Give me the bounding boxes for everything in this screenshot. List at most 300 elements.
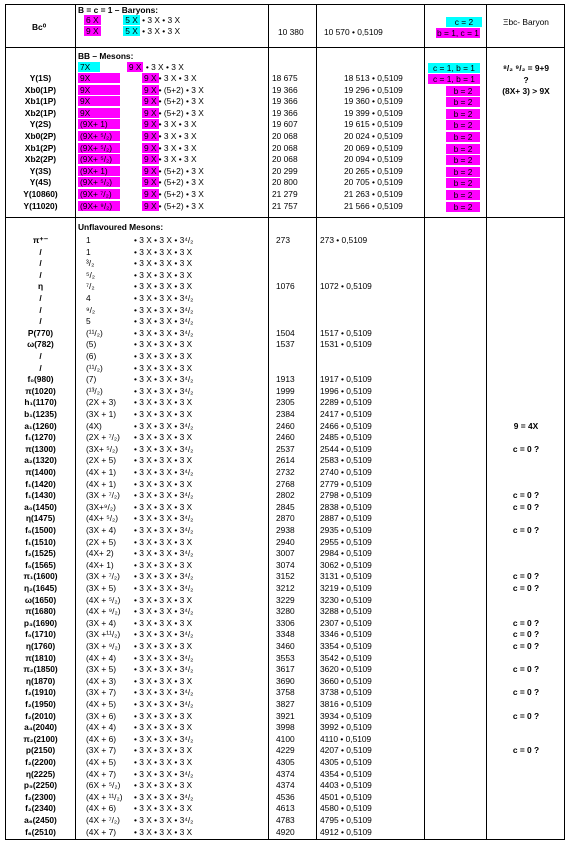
expr-highlight: (9X+ ⁵/₂) <box>78 131 120 141</box>
row-note: c = 0 ? <box>512 664 540 675</box>
calc-value: 20 069 • 0,5109 <box>344 142 403 153</box>
factor-value: (¹¹/₂) <box>86 327 103 338</box>
qn-badge: c = 1, b = 1 <box>428 74 480 84</box>
particle-name: b₁(1235) <box>24 409 57 419</box>
meson-expr: • 3 X • 3 X • 3⁴/₂ <box>134 304 194 315</box>
mev-value: 1537 <box>276 339 295 350</box>
particle-name: π(1810) <box>25 652 56 663</box>
expr-highlight: 9X <box>78 85 120 95</box>
calc-value: 21 263 • 0,5109 <box>344 189 403 199</box>
factor-value: (3X + ⁷/₂) <box>86 571 120 582</box>
calc-value: 19 296 • 0,5109 <box>344 84 403 95</box>
factor-value: ⁵/₂ <box>86 269 96 280</box>
baryon-mev: 10 380 <box>278 27 304 37</box>
col-divider <box>486 5 487 839</box>
factor-value: (3X + 7) <box>86 745 117 756</box>
mev-value: 4783 <box>276 815 295 825</box>
particle-name: π₂(2100) <box>23 733 58 744</box>
calc-value: 273 • 0,5109 <box>320 235 368 245</box>
qn-badge: b = 2 <box>446 120 480 130</box>
calc-value: 3219 • 0,5109 <box>320 583 372 593</box>
particle-name: f₂(2010) <box>25 710 56 721</box>
meson-expr: • 3 X • 3 X • 3 X <box>134 757 193 767</box>
meson-expr: • 3 X • 3 X • 3⁴/₂ <box>134 525 194 535</box>
meson-expr: • 3 X • 3 X • 3 X <box>134 675 193 686</box>
col-divider <box>424 5 425 839</box>
calc-value: 20 094 • 0,5109 <box>344 154 403 165</box>
factor-value: 4 <box>86 293 91 303</box>
particle-name: π(1020) <box>25 385 56 396</box>
particle-name: η <box>37 281 44 292</box>
mev-value: 3921 <box>276 710 295 721</box>
section-divider <box>6 47 564 48</box>
factor-value: (4X + 5) <box>86 757 117 767</box>
mev-value: 2305 <box>276 397 295 408</box>
mev-value: 2732 <box>276 467 295 477</box>
meson-expr: • 3 X • 3 X • 3⁴/₂ <box>134 235 194 245</box>
qn-badge: b = 2 <box>446 202 480 212</box>
baryon-expr-1: 6 X 5 X • 3 X • 3 X <box>86 15 181 25</box>
particle-name: a₆(2450) <box>24 815 57 825</box>
bb-expr: (9X+ ⁵/₂) 9 X • 3 X • 3 X <box>80 131 197 141</box>
meson-expr: • 3 X • 3 X • 3 X <box>134 258 193 269</box>
factor-value: (3X + 7) <box>86 687 117 698</box>
expr-highlight: (9X+ 1) <box>78 166 120 176</box>
calc-value: 4207 • 0,5109 <box>320 745 372 756</box>
meson-expr: • 3 X • 3 X • 3⁴/₂ <box>134 443 194 454</box>
factor-value: (4X+ 1) <box>86 559 114 570</box>
calc-value: 2289 • 0,5109 <box>320 397 372 408</box>
calc-value: 2935 • 0,5109 <box>320 525 372 535</box>
baryon-note: ? <box>523 75 529 85</box>
particle-name: f₀(980) <box>27 374 54 385</box>
meson-expr: • 3 X • 3 X • 3 X <box>134 478 193 489</box>
expr-highlight: 7X <box>78 62 100 72</box>
particle-name: Χb2(1P) <box>24 107 57 118</box>
row-note: c = 0 ? <box>512 745 540 756</box>
particle-name: Χb0(1P) <box>24 84 57 95</box>
qn-badge: b = 2 <box>446 190 480 200</box>
meson-expr: • 3 X • 3 X • 3⁴/₂ <box>134 815 194 825</box>
bb-expr: 9X 9 X • (5+2) • 3 X <box>80 96 204 107</box>
particle-name: π₁(1600) <box>23 571 58 582</box>
calc-value: 3346 • 0,5109 <box>320 629 372 640</box>
expr-highlight: (9X+ ⁹/₂) <box>78 201 120 211</box>
factor-value: (3X + 5) <box>86 664 117 675</box>
particle-name: f₆(2510) <box>25 826 56 837</box>
factor-value: (3X + ⁷/₂) <box>86 490 120 501</box>
calc-value: 1917 • 0,5109 <box>320 374 372 385</box>
calc-value: 4580 • 0,5109 <box>320 803 372 814</box>
expr-highlight: (9X+ 1) <box>78 119 120 129</box>
expr-highlight: 5 X <box>125 26 138 36</box>
expr-highlight: 9 X <box>128 62 142 72</box>
bb-expr: (9X+ ⁹/₂) 9 X • (5+2) • 3 X <box>80 200 204 211</box>
expr-highlight: 9X <box>78 73 120 83</box>
particle-name: ω(1650) <box>24 594 57 605</box>
particle-name: f₂(2300) <box>25 791 56 802</box>
calc-value: 19 360 • 0,5109 <box>344 96 403 107</box>
baryon-qn-2: b = 1, c = 1 <box>437 28 479 38</box>
baryon-note: ⁸/₂ ⁹/₂ = 9+9 <box>502 63 550 73</box>
qn-badge: b = 2 <box>446 155 480 165</box>
row-note: c = 0 ? <box>512 501 540 512</box>
factor-value: (4X + ⁷/₂) <box>86 815 120 825</box>
particle-name: π₂(1850) <box>23 664 58 675</box>
mev-value: 3998 <box>276 722 295 733</box>
meson-expr: • 3 X • 3 X • 3⁴/₂ <box>134 768 194 779</box>
col-divider <box>75 5 76 839</box>
particle-name: f₂(1525) <box>25 548 56 559</box>
mev-value: 4613 <box>276 803 295 814</box>
factor-value: (4X + 5) <box>86 699 117 709</box>
particle-name: η(1475) <box>25 513 56 524</box>
row-note: c = 0 ? <box>512 629 540 640</box>
calc-value: 21 566 • 0,5109 <box>344 200 403 211</box>
meson-expr: • 3 X • 3 X • 3 X <box>134 269 193 280</box>
particle-name: f₀(1500) <box>25 525 56 535</box>
expr-highlight: 9 X <box>144 119 157 130</box>
meson-expr: • 3 X • 3 X • 3 X <box>134 281 193 292</box>
bb-expr: (9X+ ⁵/₂) 9 X • 3 X • 3 X <box>80 142 197 153</box>
particle-name: f₂(2340) <box>25 803 56 814</box>
expr-highlight: (9X+ ⁷/₂) <box>78 189 120 199</box>
calc-value: 2485 • 0,5109 <box>320 432 372 443</box>
qn-badge: b = 2 <box>446 97 480 107</box>
particle-name: η(1870) <box>25 675 56 686</box>
meson-expr: • 3 X • 3 X • 3⁴/₂ <box>134 583 194 593</box>
particle-name: f₂(1910) <box>25 687 56 698</box>
baryon-qn-1: c = 2 <box>446 17 482 27</box>
particle-name: Χb1(2P) <box>24 142 57 153</box>
meson-expr: • 3 X • 3 X • 3 X <box>134 409 193 419</box>
baryon-label: Bc⁰ <box>32 22 47 32</box>
factor-value: (4X+ 2) <box>86 548 114 559</box>
factor-value: (4X + 7) <box>86 768 117 779</box>
factor-value: (2X + 5) <box>86 455 117 466</box>
particle-name: π(1400) <box>25 467 56 477</box>
particle-name: Χb1(1P) <box>24 96 57 107</box>
factor-value: (4X + 1) <box>86 478 117 489</box>
calc-value: 4795 • 0,5109 <box>320 815 372 825</box>
bb-expr: (9X+ ⁵/₂) 9 X • 3 X • 3 X <box>80 154 197 165</box>
meson-expr: • 3 X • 3 X • 3 X <box>134 594 193 605</box>
particle-name: Υ(11020) <box>23 200 58 211</box>
meson-expr: • 3 X • 3 X • 3⁴/₂ <box>134 652 194 663</box>
particle-name: Υ(1S) <box>29 73 52 83</box>
factor-value: (6) <box>86 351 97 361</box>
calc-value: 2417 • 0,5109 <box>320 409 372 419</box>
particle-name: π⁺⁻ <box>32 235 49 245</box>
mev-value: 2938 <box>276 525 295 535</box>
bb-title: BB – Mesons: <box>78 51 134 61</box>
bb-first-qn: c = 1, b = 1 <box>428 63 480 73</box>
factor-value: ⁷/₂ <box>86 281 95 292</box>
meson-expr: • 3 X • 3 X • 3⁴/₂ <box>134 467 194 477</box>
row-note: c = 0 ? <box>512 710 540 721</box>
mev-value: 3617 <box>276 664 295 675</box>
section-divider <box>6 217 564 218</box>
expr-highlight: 9 X <box>144 189 157 199</box>
qn-badge: b = 2 <box>446 132 480 142</box>
row-note: c = 0 ? <box>512 641 540 651</box>
factor-value: (4X) <box>86 420 102 431</box>
expr-highlight: 9X <box>78 96 120 106</box>
particle-name: Χb2(2P) <box>24 154 57 165</box>
mev-value: 20 800 <box>272 177 298 188</box>
mev-value: 19 366 <box>272 107 298 118</box>
meson-expr: • 3 X • 3 X • 3⁴/₂ <box>134 327 194 338</box>
mev-value: 19 366 <box>272 96 298 107</box>
bb-expr: (9X+ ⁷/₂) 9 X • (5+2) • 3 X <box>80 189 204 199</box>
particle-name: / <box>39 246 42 257</box>
calc-value: 20 265 • 0,5109 <box>344 165 403 176</box>
mev-value: 4374 <box>276 768 295 779</box>
mev-value: 1504 <box>276 327 295 338</box>
expr-highlight: 6 X <box>86 15 99 25</box>
particle-name: f₁(1270) <box>25 432 56 443</box>
meson-expr: • 3 X • 3 X • 3⁴/₂ <box>134 699 194 709</box>
expr-highlight: (9X+ ⁵/₂) <box>78 177 120 187</box>
expr-highlight: 9 X <box>144 84 157 95</box>
meson-expr: • 3 X • 3 X • 3 X <box>134 351 193 361</box>
particle-name: η₂(1645) <box>23 583 58 593</box>
mev-value: 3152 <box>276 571 295 582</box>
meson-expr: • 3 X • 3 X • 3 X <box>134 617 193 628</box>
bb-first-expr: 7X 9 X • 3 X • 3 X <box>80 62 184 72</box>
expr-highlight: 9 X <box>144 200 157 211</box>
factor-value: (4X + 1) <box>86 467 117 477</box>
meson-expr: • 3 X • 3 X • 3 X <box>134 536 193 547</box>
factor-value: (3X + 1) <box>86 409 117 419</box>
calc-value: 2984 • 0,5109 <box>320 548 372 559</box>
particle-name: η(2225) <box>25 768 56 779</box>
calc-value: 3288 • 0,5109 <box>320 606 372 617</box>
meson-expr: • 3 X • 3 X • 3⁴/₂ <box>134 664 194 675</box>
expr-highlight: 9 X <box>86 26 99 36</box>
particle-name: / <box>39 304 42 315</box>
meson-expr: • 3 X • 3 X • 3 X <box>134 501 193 512</box>
meson-expr: • 3 X • 3 X • 3 X <box>134 339 193 350</box>
mev-value: 2384 <box>276 409 295 419</box>
expr-highlight: (9X+ ⁵/₂) <box>78 143 120 153</box>
calc-value: 2838 • 0,5109 <box>320 501 372 512</box>
factor-value: (¹¹/₂) <box>86 362 103 373</box>
calc-value: 2779 • 0,5109 <box>320 478 372 489</box>
calc-value: 3934 • 0,5109 <box>320 710 372 721</box>
factor-value: (3X+ ⁵/₂) <box>86 443 119 454</box>
particle-name: / <box>39 316 42 327</box>
mev-value: 2768 <box>276 478 295 489</box>
row-note: 9 = 4X <box>513 420 539 431</box>
calc-value: 1531 • 0,5109 <box>320 339 372 350</box>
factor-value: (3X + ⁹/₂) <box>86 641 121 651</box>
calc-value: 4403 • 0,5109 <box>320 780 372 791</box>
calc-value: 3816 • 0,5109 <box>320 699 372 709</box>
factor-value: (2X + ⁷/₂) <box>86 432 120 443</box>
factor-value: ⁹/₂ <box>86 304 96 315</box>
mev-value: 4920 <box>276 826 295 837</box>
meson-expr: • 3 X • 3 X • 3⁴/₂ <box>134 490 194 501</box>
bb-expr: 9X 9 X • 3 X • 3 X <box>80 73 197 83</box>
calc-value: 2955 • 0,5109 <box>320 536 372 547</box>
calc-value: 4912 • 0,5109 <box>320 826 372 837</box>
calc-value: 19 399 • 0,5109 <box>344 107 403 118</box>
particle-name: ω(782) <box>27 339 54 350</box>
mev-value: 21 279 <box>272 189 298 199</box>
factor-value: (4X + 7) <box>86 826 117 837</box>
mev-value: 20 068 <box>272 154 298 165</box>
particle-name: / <box>39 362 42 373</box>
calc-value: 2307 • 0,5109 <box>320 617 372 628</box>
mev-value: 20 299 <box>272 165 298 176</box>
meson-expr: • 3 X • 3 X • 3⁴/₂ <box>134 571 194 582</box>
calc-value: 1996 • 0,5109 <box>320 385 372 396</box>
factor-value: (3X +¹¹/₂) <box>86 629 121 640</box>
mev-value: 3306 <box>276 617 295 628</box>
mev-value: 1999 <box>276 385 295 396</box>
meson-expr: • 3 X • 3 X • 3⁴/₂ <box>134 385 194 396</box>
expr-highlight: (9X+ ⁵/₂) <box>78 154 120 164</box>
mev-value: 3212 <box>276 583 295 593</box>
factor-value: (4X+ ⁵/₂) <box>86 513 119 524</box>
meson-expr: • 3 X • 3 X • 3 X <box>134 362 193 373</box>
calc-value: 2544 • 0,5109 <box>320 443 372 454</box>
meson-expr: • 3 X • 3 X • 3 X <box>134 455 193 466</box>
expr-highlight: 9 X <box>144 107 157 118</box>
row-note: c = 0 ? <box>512 571 540 582</box>
mev-value: 2537 <box>276 443 295 454</box>
baryon-note: (8X+ 3) > 9X <box>502 86 550 96</box>
mev-value: 4374 <box>276 780 295 791</box>
mev-value: 1913 <box>276 374 295 385</box>
calc-value: 2740 • 0,5109 <box>320 467 372 477</box>
expr-highlight: 9X <box>78 108 120 118</box>
calc-value: 1517 • 0,5109 <box>320 327 372 338</box>
unflav-title: Unflavoured Mesons: <box>78 222 164 232</box>
meson-expr: • 3 X • 3 X • 3 X <box>134 246 193 257</box>
xi-baryon-header: Ξbc- Baryon <box>503 17 549 27</box>
bb-expr: (9X+ ⁵/₂) 9 X • (5+2) • 3 X <box>80 177 204 188</box>
mev-value: 4305 <box>276 757 295 767</box>
factor-value: (3X + 4) <box>86 617 117 628</box>
meson-expr: • 3 X • 3 X • 3⁴/₂ <box>134 513 194 524</box>
factor-value: (4X + ⁵/₂) <box>86 594 121 605</box>
mev-value: 20 068 <box>272 131 298 141</box>
meson-expr: • 3 X • 3 X • 3⁴/₂ <box>134 733 194 744</box>
calc-value: 4110 • 0,5109 <box>320 733 372 744</box>
meson-expr: • 3 X • 3 X • 3⁴/₂ <box>134 316 194 327</box>
particle-name: a₂(1320) <box>24 455 57 466</box>
baryon-calc: 10 570 • 0,5109 <box>324 27 383 37</box>
mev-value: 2460 <box>276 432 295 443</box>
calc-value: 2583 • 0,5109 <box>320 455 372 466</box>
particle-name: / <box>39 293 42 303</box>
factor-value: (6X + ⁵/₂) <box>86 780 121 791</box>
particle-name: Υ(2S) <box>29 119 52 130</box>
meson-expr: • 3 X • 3 X • 3⁴/₂ <box>134 687 194 698</box>
baryons-title: B = c = 1 – Baryons: <box>78 5 159 15</box>
calc-value: 3738 • 0,5109 <box>320 687 372 698</box>
particle-name: P(770) <box>27 327 54 338</box>
qn-badge: b = 2 <box>446 167 480 177</box>
calc-value: 19 615 • 0,5109 <box>344 119 403 130</box>
factor-value: (3X + 4) <box>86 525 117 535</box>
meson-expr: • 3 X • 3 X • 3⁴/₂ <box>134 420 194 431</box>
calc-value: 3620 • 0,5109 <box>320 664 372 675</box>
col-divider <box>316 5 317 839</box>
mev-value: 3348 <box>276 629 295 640</box>
factor-value: (4X + 6) <box>86 803 117 814</box>
factor-value: (4X + 4) <box>86 652 117 663</box>
factor-value: (4X + 4) <box>86 722 117 733</box>
particle-name: h₁(1170) <box>24 397 57 408</box>
calc-value: 3131 • 0,5109 <box>320 571 372 582</box>
factor-value: (3X + 5) <box>86 583 117 593</box>
factor-value: 1 <box>86 235 91 245</box>
row-note: c = 0 ? <box>512 443 540 454</box>
calc-value: 3062 • 0,5109 <box>320 559 372 570</box>
particle-name: f₂(1950) <box>25 699 56 709</box>
mev-value: 3007 <box>276 548 295 559</box>
col-divider <box>268 5 269 839</box>
factor-value: (3X+⁹/₂) <box>86 501 116 512</box>
factor-value: (2X + 3) <box>86 397 117 408</box>
mev-value: 2802 <box>276 490 295 501</box>
meson-expr: • 3 X • 3 X • 3⁴/₂ <box>134 293 194 303</box>
qn-badge: b = 2 <box>446 86 480 96</box>
particle-name: Χb0(2P) <box>24 131 57 141</box>
expr-highlight: 9 X <box>144 142 157 153</box>
meson-expr: • 3 X • 3 X • 3⁴/₂ <box>134 629 194 640</box>
mev-value: 18 675 <box>272 73 298 83</box>
mev-value: 2870 <box>276 513 295 524</box>
mev-value: 273 <box>276 235 290 245</box>
meson-expr: • 3 X • 3 X • 3 X <box>134 559 193 570</box>
calc-value: 3660 • 0,5109 <box>320 675 372 686</box>
meson-expr: • 3 X • 3 X • 3⁴/₂ <box>134 606 194 617</box>
particle-name: a₀(1450) <box>24 501 57 512</box>
particle-name: π(1680) <box>25 606 56 617</box>
mev-value: 2614 <box>276 455 295 466</box>
factor-value: ³/₂ <box>86 258 95 269</box>
meson-expr: • 3 X • 3 X • 3⁴/₂ <box>134 548 194 559</box>
particle-name: π(1300) <box>25 443 56 454</box>
mev-value: 3229 <box>276 594 295 605</box>
calc-value: 2887 • 0,5109 <box>320 513 372 524</box>
row-note: c = 0 ? <box>512 525 540 535</box>
factor-value: (2X + 5) <box>86 536 117 547</box>
factor-value: 5 <box>86 316 91 327</box>
calc-value: 20 024 • 0,5109 <box>344 131 403 141</box>
meson-expr: • 3 X • 3 X • 3 X <box>134 641 193 651</box>
meson-table <box>5 4 565 840</box>
mev-value: 3690 <box>276 675 295 686</box>
bb-expr: (9X+ 1) 9 X • (5+2) • 3 X <box>80 165 204 176</box>
calc-value: 2798 • 0,5109 <box>320 490 372 501</box>
calc-value: 1072 • 0,5109 <box>320 281 372 292</box>
particle-name: f₀(1565) <box>25 559 56 570</box>
expr-highlight: 9 X <box>144 165 157 176</box>
expr-highlight: 9 X <box>144 96 157 107</box>
particle-name: Υ(3S) <box>29 165 52 176</box>
factor-value: 1 <box>86 246 91 257</box>
mev-value: 19 607 <box>272 119 298 130</box>
baryon-expr-2: 9 X 5 X • 3 X • 3 X <box>86 26 181 36</box>
bb-expr: 9X 9 X • (5+2) • 3 X <box>80 107 204 118</box>
mev-value: 3460 <box>276 641 295 651</box>
mev-value: 4229 <box>276 745 295 756</box>
